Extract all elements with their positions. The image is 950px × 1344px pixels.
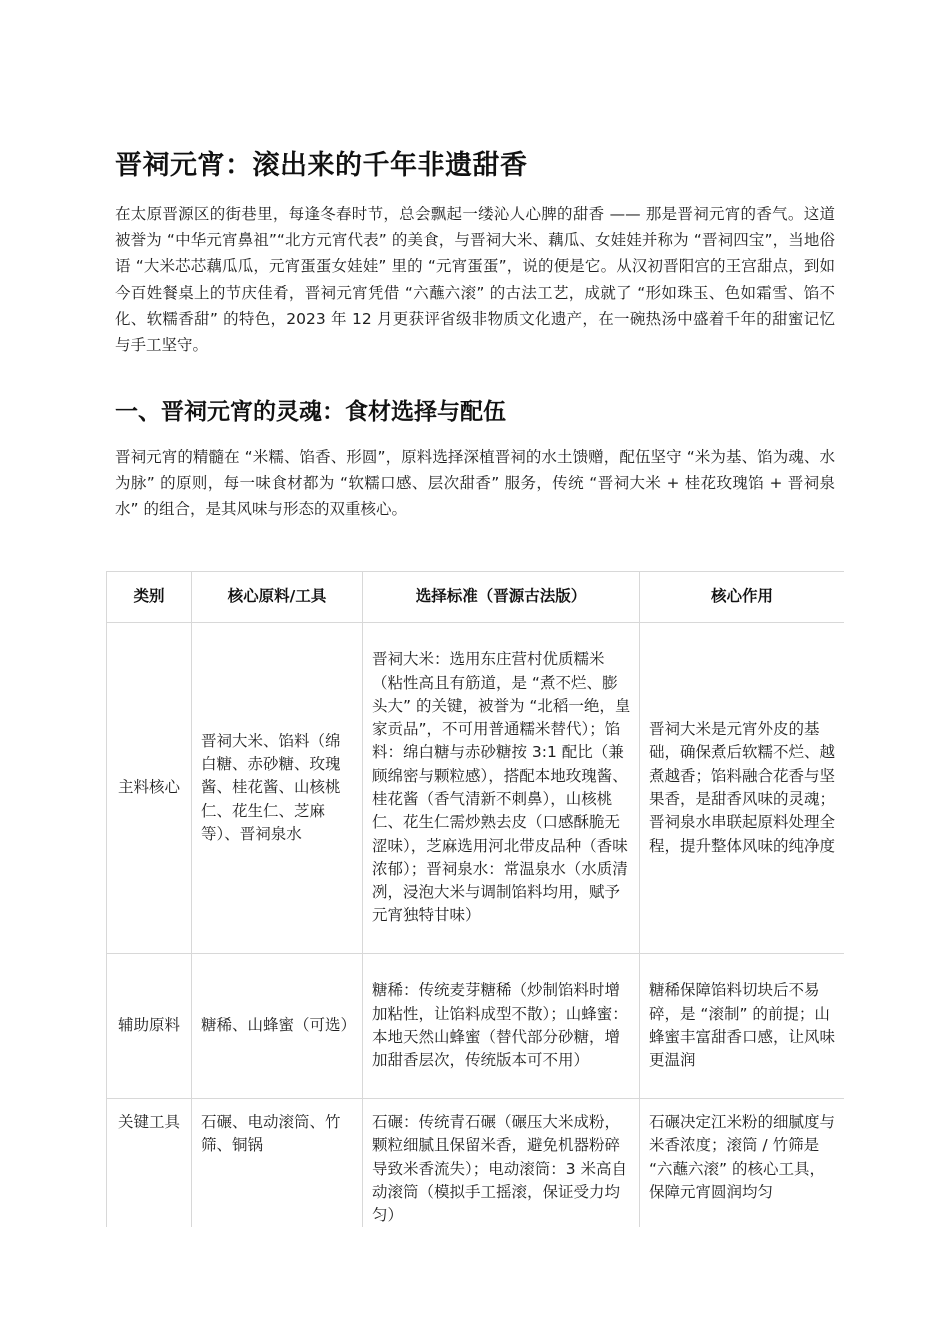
row-category: 关键工具: [107, 1099, 192, 1228]
header-role: 核心作用: [640, 572, 845, 623]
section-paragraph: 晋祠元宵的精髓在 “米糯、馅香、形圆”，原料选择深植晋祠的水土馈赠，配伍坚守 “米为基、馅为魂、水为脉” 的原则，每一味食材都为 “软糯口感、层次甜香” 服务，传统 “晋祠大米 + 桂花玫瑰馅 + 晋祠泉水” 的组合，是其风味与形态的双重核心。: [115, 448, 835, 519]
row-role: 糖稀保障馅料切块后不易碎，是 “滚制” 的前提；山蜂蜜丰富甜香口感，让风味更温润: [640, 954, 845, 1099]
row-standard: 糖稀：传统麦芽糖稀（炒制馅料时增加粘性，让馅料成型不散）；山蜂蜜：本地天然山蜂蜜（替代部分砂糖，增加甜香层次，传统版本可不用）: [363, 954, 640, 1099]
table-row: [107, 1099, 845, 1228]
row-role: 石碾决定江米粉的细腻度与米香浓度；滚筒 / 竹筛是 “六蘸六滚” 的核心工具，保障元宵圆润均匀: [640, 1099, 845, 1228]
table-row: [107, 623, 845, 954]
intro-paragraph: 在太原晋源区的街巷里，每逢冬春时节，总会飘起一缕沁人心脾的甜香 —— 那是晋祠元宵的香气。这道被誉为 “中华元宵鼻祖”“北方元宵代表” 的美食，与晋祠大米、藕瓜、女娃娃并称为 “晋祠四宝”，当地俗语 “大米芯芯藕瓜瓜，元宵蛋蛋女娃娃” 里的 “元宵蛋蛋”，说的便是它。从汉初晋阳宫的王宫甜点，到如今百姓餐桌上的节庆佳肴，晋祠元宵凭借 “六蘸六滚” 的古法工艺，成就了 “形如珠玉、色如霜雪、馅不化、软糯香甜” 的特色，2023 年 12 月更获评省级非物质文化遗产，在一碗热汤中盛着千年的甜蜜记忆与手工坚守。: [115, 205, 835, 355]
row-role: 晋祠大米是元宵外皮的基础，确保煮后软糯不烂、越煮越香；馅料融合花香与坚果香，是甜香风味的灵魂；晋祠泉水串联起原料处理全程，提升整体风味的纯净度: [640, 623, 845, 954]
row-standard: 石碾：传统青石碾（碾压大米成粉，颗粒细腻且保留米香，避免机器粉碎导致米香流失）；电动滚筒：3 米高自动滚筒（模拟手工摇滚，保证受力均匀）: [363, 1099, 640, 1228]
row-items: 石碾、电动滚筒、竹筛、铜锅: [192, 1099, 363, 1228]
table-header-row: [107, 572, 845, 623]
row-items: 晋祠大米、馅料（绵白糖、赤砂糖、玫瑰酱、桂花酱、山核桃仁、花生仁、芝麻等）、晋祠泉水: [192, 623, 363, 954]
header-items: 核心原料/工具: [192, 572, 363, 623]
ingredients-table: [106, 571, 844, 1227]
row-category: 主料核心: [107, 623, 192, 954]
section-heading: 一、晋祠元宵的灵魂：食材选择与配伍: [115, 399, 506, 425]
row-items: 糖稀、山蜂蜜（可选）: [192, 954, 363, 1099]
row-standard: 晋祠大米：选用东庄营村优质糯米（粘性高且有筋道，是 “煮不烂、膨头大” 的关键，被誉为 “北稻一绝，皇家贡品”，不可用普通糯米替代）；馅料：绵白糖与赤砂糖按 3:1 配比（兼顾绵密与颗粒感），搭配本地玫瑰酱、桂花酱（香气清新不刺鼻），山核桃仁、花生仁需炒熟去皮（口感酥脆无涩味），芝麻选用河北带皮品种（香味浓郁）；晋祠泉水：常温泉水（水质清冽，浸泡大米与调制馅料均用，赋予元宵独特甘味）: [363, 623, 640, 954]
header-category: 类别: [107, 572, 192, 623]
page-title: 晋祠元宵：滚出来的千年非遗甜香: [115, 150, 528, 181]
table-row: [107, 954, 845, 1099]
row-category: 辅助原料: [107, 954, 192, 1099]
ingredients-table-container: [106, 571, 844, 1227]
header-standard: 选择标准（晋源古法版）: [363, 572, 640, 623]
